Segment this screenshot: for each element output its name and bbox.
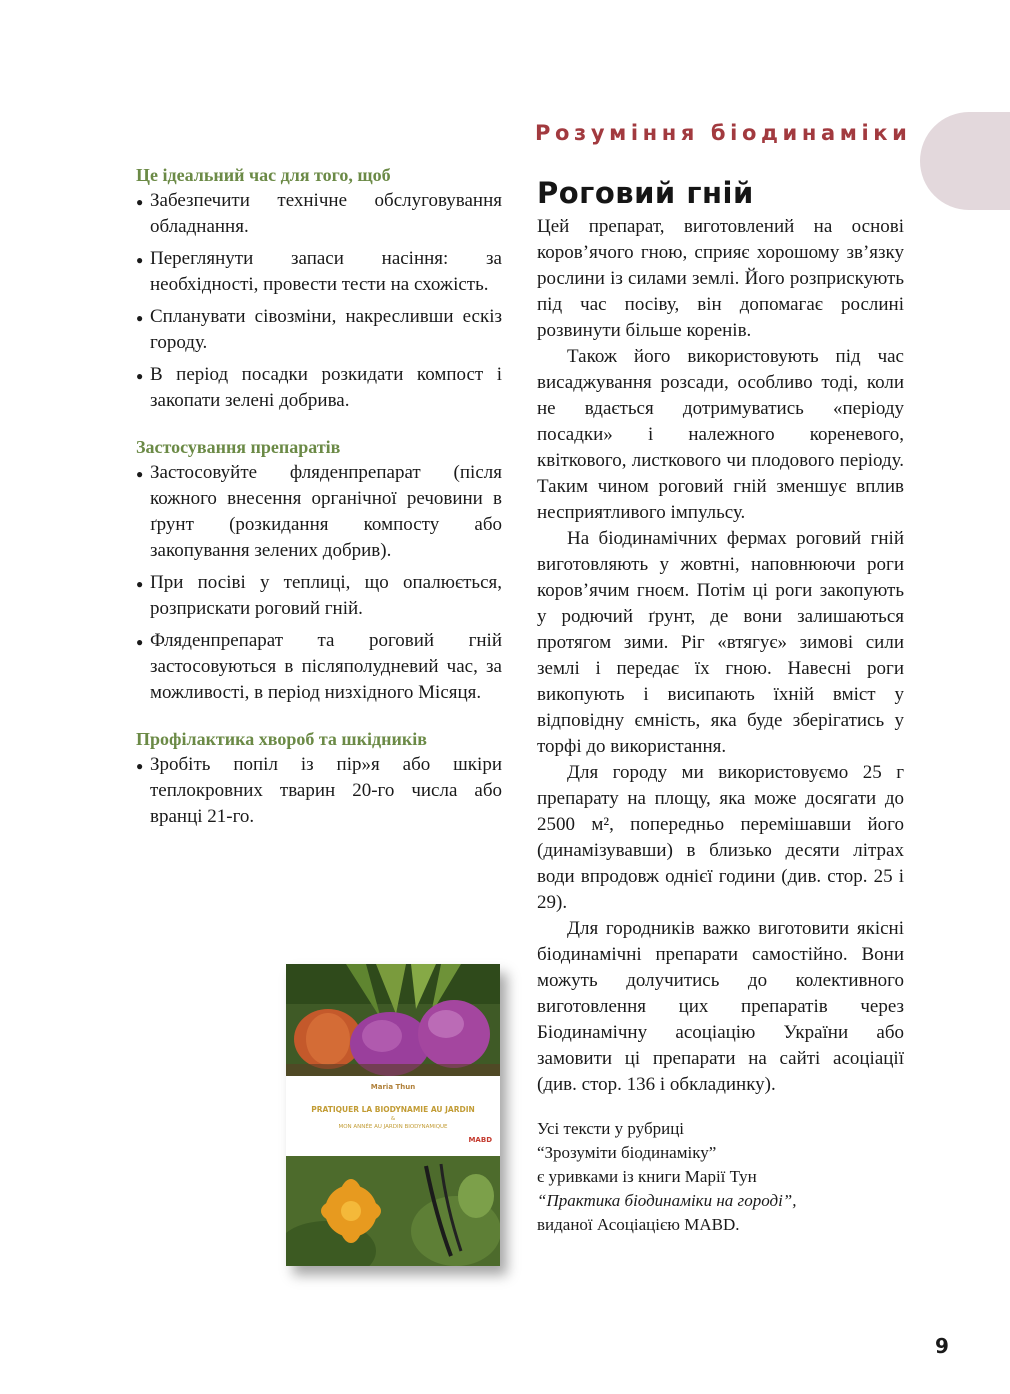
article-paragraph: Також його використовують під час висаджування розсади, особливо тоді, коли не вдається дотримуватись «періоду посадки» і належного кореневого, квіткового, листкового чи плодового періоду. Таким чином роговий гній зменшує вплив несприятливого імпульсу. (537, 346, 904, 523)
list-item: ● Переглянути запаси насіння: за необхідності, провести тести на схожість. (136, 246, 502, 298)
tips-group-preparations (136, 434, 502, 706)
flowers-photo (286, 1156, 500, 1266)
vegetables-photo (286, 964, 500, 1076)
article-paragraph: На біодинамічних фермах роговий гній виготовляють у жовтні, наповнюючи роги коров’ячим гноєм. Потім ці роги закопують у родючий ґрунт, де вони залишаються протягом зими. Ріг «втягує» зимові сили землі і передає їх гною. Навесні роги викопують і висипають їхній вміст у відповідну ємність, яка буде зберігатись у торфі до використання. (537, 528, 904, 757)
article-paragraph: Для городу ми використовуємо 25 г препарату на площу, яка може досягати до 2500 м², попередньо перемішавши його (динамізувавши) в близько десяти літрах води впродовж однієї години (див. стор. 25 і 29). (537, 762, 904, 913)
page-number: 9 (935, 1334, 949, 1358)
article-title: Роговий гній (537, 176, 754, 210)
book-title: PRATIQUER LA BIODYNAMIE AU JARDIN (311, 1105, 475, 1114)
source-credit (537, 1117, 904, 1237)
article-paragraph: Цей препарат, виготовлений на основі коров’ячого гною, сприяє хорошому зв’язку рослини із силами землі. Його розприскують під час посіву, він допомагає рослині розвинути більше коренів. (537, 216, 904, 341)
tips-heading-preparations: Застосування препаратів (136, 437, 341, 457)
credit-line: “Зрозуміти біодинаміку” (537, 1143, 717, 1162)
article-paragraph: Для городників важко виготовити якісні біодинамічні препарати самостійно. Вони можуть долучитись до колективного виготовлення цих препаратів через Біодинамічну асоціацію України або замовити ці препарати на сайті асоціації (див. стор. 136 і обкладинку). (537, 918, 904, 1095)
list-item: ● В період посадки розкидати компост і закопати зелені добрива. (136, 362, 502, 414)
list-item: ● Спланувати сівозміни, накресливши ескіз городу. (136, 304, 502, 356)
credit-line: виданої Асоціацією MABD. (537, 1215, 740, 1234)
tips-list-ideal-time (136, 188, 502, 414)
list-item: ● Фляденпрепарат та роговий гній застосовуються в післяполудневий час, за можливості, в період низхідного Місяця. (136, 628, 502, 706)
tips-heading-prevention: Профілактика хвороб та шкідників (136, 729, 427, 749)
book-title-band (286, 1076, 500, 1156)
list-item: ● Зробіть попіл із пір»я або шкіри теплокровних тварин 20-го числа або вранці 21-го. (136, 752, 502, 830)
credit-line: є уривками із книги Марії Тун (537, 1167, 757, 1186)
credit-line: Усі тексти у рубриці (537, 1119, 685, 1138)
tips-list-prevention (136, 752, 502, 830)
list-item: ● Забезпечити технічне обслуговування обладнання. (136, 188, 502, 240)
tips-heading-ideal-time: Це ідеальний час для того, щоб (136, 165, 391, 185)
tips-group-ideal-time (136, 162, 502, 414)
book-cover-image (286, 964, 500, 1266)
book-author: Maria Thun (370, 1083, 416, 1091)
publisher-logo: MABD (468, 1136, 492, 1144)
book-ampersand: & (390, 1116, 396, 1122)
article-column (537, 176, 904, 1237)
section-header: Розуміння біодинаміки (535, 121, 912, 145)
book-subtitle: MON ANNÉE AU JARDIN BIODYNAMIQUE (338, 1124, 448, 1130)
list-item: ● При посіві у теплиці, що опалюється, розприскати роговий гній. (136, 570, 502, 622)
credit-book-title: “Практика біодинаміки на городі”, (537, 1191, 797, 1210)
tips-column (136, 162, 502, 836)
tips-list-preparations (136, 460, 502, 706)
list-item: ● Застосовуйте фляденпрепарат (після кожного внесення органічної речовини в ґрунт (розкидання компосту або закопування зелених добрив). (136, 460, 502, 564)
tips-group-prevention (136, 726, 502, 830)
